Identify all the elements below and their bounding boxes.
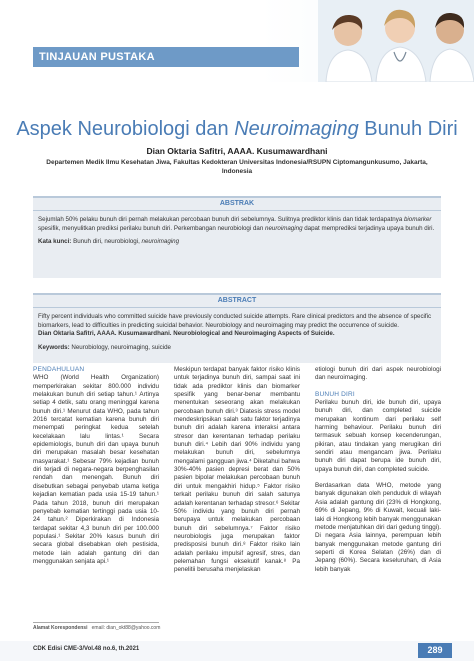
paragraph: WHO (World Health Organization) memperkirakan sekitar 800.000 individu melakukan bunuh diri setiap tahun.¹ Artinya setiap 4 detik, satu orang meninggal karena bunuh diri.¹ Menurut data WHO, pada tahun 2016 tercatat kematian karena bunuh diri menempati peringkat kedua setelah kecelakaan lalu lintas.¹ Secara epidemiologis, bunuh diri dan upaya bunuh diri merupakan masalah besar kesehatan masyarakat.¹ Sebesar 79% kejadian bunuh diri terjadi di negara-negara berpenghasilan rendah dan menengah. Bunuh diri disebutkan sebagai penyebab utama ketiga kejadian kematian pada usia 15-19 tahun.¹ Pada tahun 2018, bunuh diri merupakan penyebab kematian tertinggi pada usia 10-24 tahun.² Diperkirakan di Indonesia terdapat sekitar 4,3 bunuh diri per 100.000 populasi.¹ Sekitar 20% kasus bunuh diri secara global disebabkan oleh pestisida, metode lain adalah gantung diri dan menggunakan senjata api.¹ [33, 374, 159, 565]
paragraph: etiologi bunuh diri dari aspek neurobiologi dan neuroimaging. [315, 366, 441, 382]
abstract-rule [33, 307, 441, 308]
journal-footer: CDK Edisi CME-3/Vol.48 no.6, th.2021 [33, 646, 140, 652]
section-tag: TINJAUAN PUSTAKA [33, 47, 299, 67]
affiliation: Departemen Medik Ilmu Kesehatan Jiwa, Fakultas Kedokteran Universitas Indonesia/RSUPN Ciptomangunkusumo, Jakarta, Indonesia [46, 159, 428, 175]
abstract-citation: Dian Oktaria Safitri, AAAA. Kusumawardhani. Neurobiological and Neuroimaging Aspects of Suicide. [38, 330, 335, 337]
column-3 [315, 366, 441, 582]
paragraph: Perilaku bunuh diri, ide bunuh diri, upaya bunuh diri, dan completed suicide merupakan kontinum dari perilaku self harming behaviour. Perilaku bunuh diri termasuk sebuah konsep kecenderungan, pikiran, atau tindakan yang merugikan diri sendiri atau mengancam jiwa. Perilaku bunuh diri dapat berupa ide bunuh diri, upaya bunuh diri, dan completed suicide. [315, 399, 441, 473]
footnote-rule [33, 622, 159, 623]
abstrak-text: Sejumlah 50% pelaku bunuh diri pernah melakukan percobaan bunuh diri sebelumnya. Sulitnya prediktor klinis dan tidak terdapatnya biomarker spesifik, menyulitkan prediksi perilaku bunuh diri. Perkembangan neurobiologi dan neuroimaging dapat memprediksi terjadinya upaya bunuh diri. [38, 216, 435, 232]
paragraph: Berdasarkan data WHO, metode yang banyak digunakan oleh penduduk di wilayah Asia adalah gantung diri (23% di Hongkong, 69% di Jepang, 9% di Kuwait, kecuali laki-laki di Hongkong lebih banyak menggunakan metode menjatuhkan diri dari gedung tinggi). Di negara Asia lainnya, perempuan lebih banyak menggunakan metode gantung diri seperti di Korea Selatan (26%) dan di Jepang (60%). Secara keseluruhan, di Asia lebih banyak [315, 482, 441, 573]
doctors-photo-icon [318, 0, 474, 82]
section-heading-bunuh-diri: BUNUH DIRI [315, 390, 355, 398]
abstrak-rule [33, 210, 441, 211]
abstrak-heading: ABSTRAK [219, 200, 255, 207]
abstract-keywords: Keywords: Neurobiology, neuroimaging, suicide [38, 343, 171, 351]
paragraph: Meskipun terdapat banyak faktor risiko klinis untuk terjadinya bunuh diri, sampai saat ini tidak ada prediktor klinis dan biomarker spesifik yang benar-benar membantu menentukan seseorang akan melakukan percobaan bunuh diri.³ Diatesis stress model mendeskripsikan salah satu faktor terjadinya bunuh diri adalah karena interaksi antara stresor dan kerentanan terhadap perilaku bunuh diri.⁴ Lebih dari 90% individu yang melakukan bunuh diri, sebelumnya mengalami gangguan jiwa.⁴ Diketahui bahwa 30%-40% pasien depresi berat dan 50% pasien bipolar melakukan percobaan bunuh diri untuk mengakhiri hidup.⁵ Faktor risiko terkait perilaku bunuh diri salah satunya adalah kerentanan terhadap stresor.⁶ Sekitar 50% individu yang bunuh diri pernah berupaya untuk melakukan percobaan bunuh diri sebelumnya.⁷ Faktor risiko neurobiologis juga merupakan faktor predisposisi bunuh diri.⁸ Faktor risiko lain adalah perilaku impulsif agresif, stres, dan pelemahan fungsi eksekutif kanak.⁸ Pa penelitii berusaha menjelaskan [174, 366, 300, 574]
abstrak-keywords: Kata kunci: Bunuh diri, neurobiologi, neuroimaging [38, 238, 180, 245]
column-1 [33, 366, 159, 574]
title-text-3: Bunuh Diri [358, 118, 458, 140]
title-text-italic: Neuroimaging [234, 118, 359, 140]
header-photo [318, 0, 474, 82]
body-columns [33, 366, 441, 611]
footnote: Alamat Korespondensi email: dian_okt88@yahoo.com [33, 625, 161, 631]
abstract-heading: ABSTRACT [217, 297, 257, 304]
title-text-1: Aspek Neurobiologi dan [16, 118, 235, 140]
article-title [0, 118, 474, 141]
column-2 [174, 366, 300, 583]
page-number: 289 [418, 643, 452, 658]
abstract-text: Fifty percent individuals who committed suicide have previously conducted suicide attempts. Rare clinical predictors and the absence of specific biomarkers, lead to difficulties in predicting suicidal behavior. Neurobiology and neuroimaging may predict the occurrence of suicide. [38, 313, 432, 329]
abstract-box [33, 293, 441, 363]
authors: Dian Oktaria Safitri, AAAA. Kusumawardhani [146, 146, 328, 156]
abstrak-box [33, 196, 441, 278]
section-heading-pendahuluan: PENDAHULUAN [33, 366, 85, 373]
